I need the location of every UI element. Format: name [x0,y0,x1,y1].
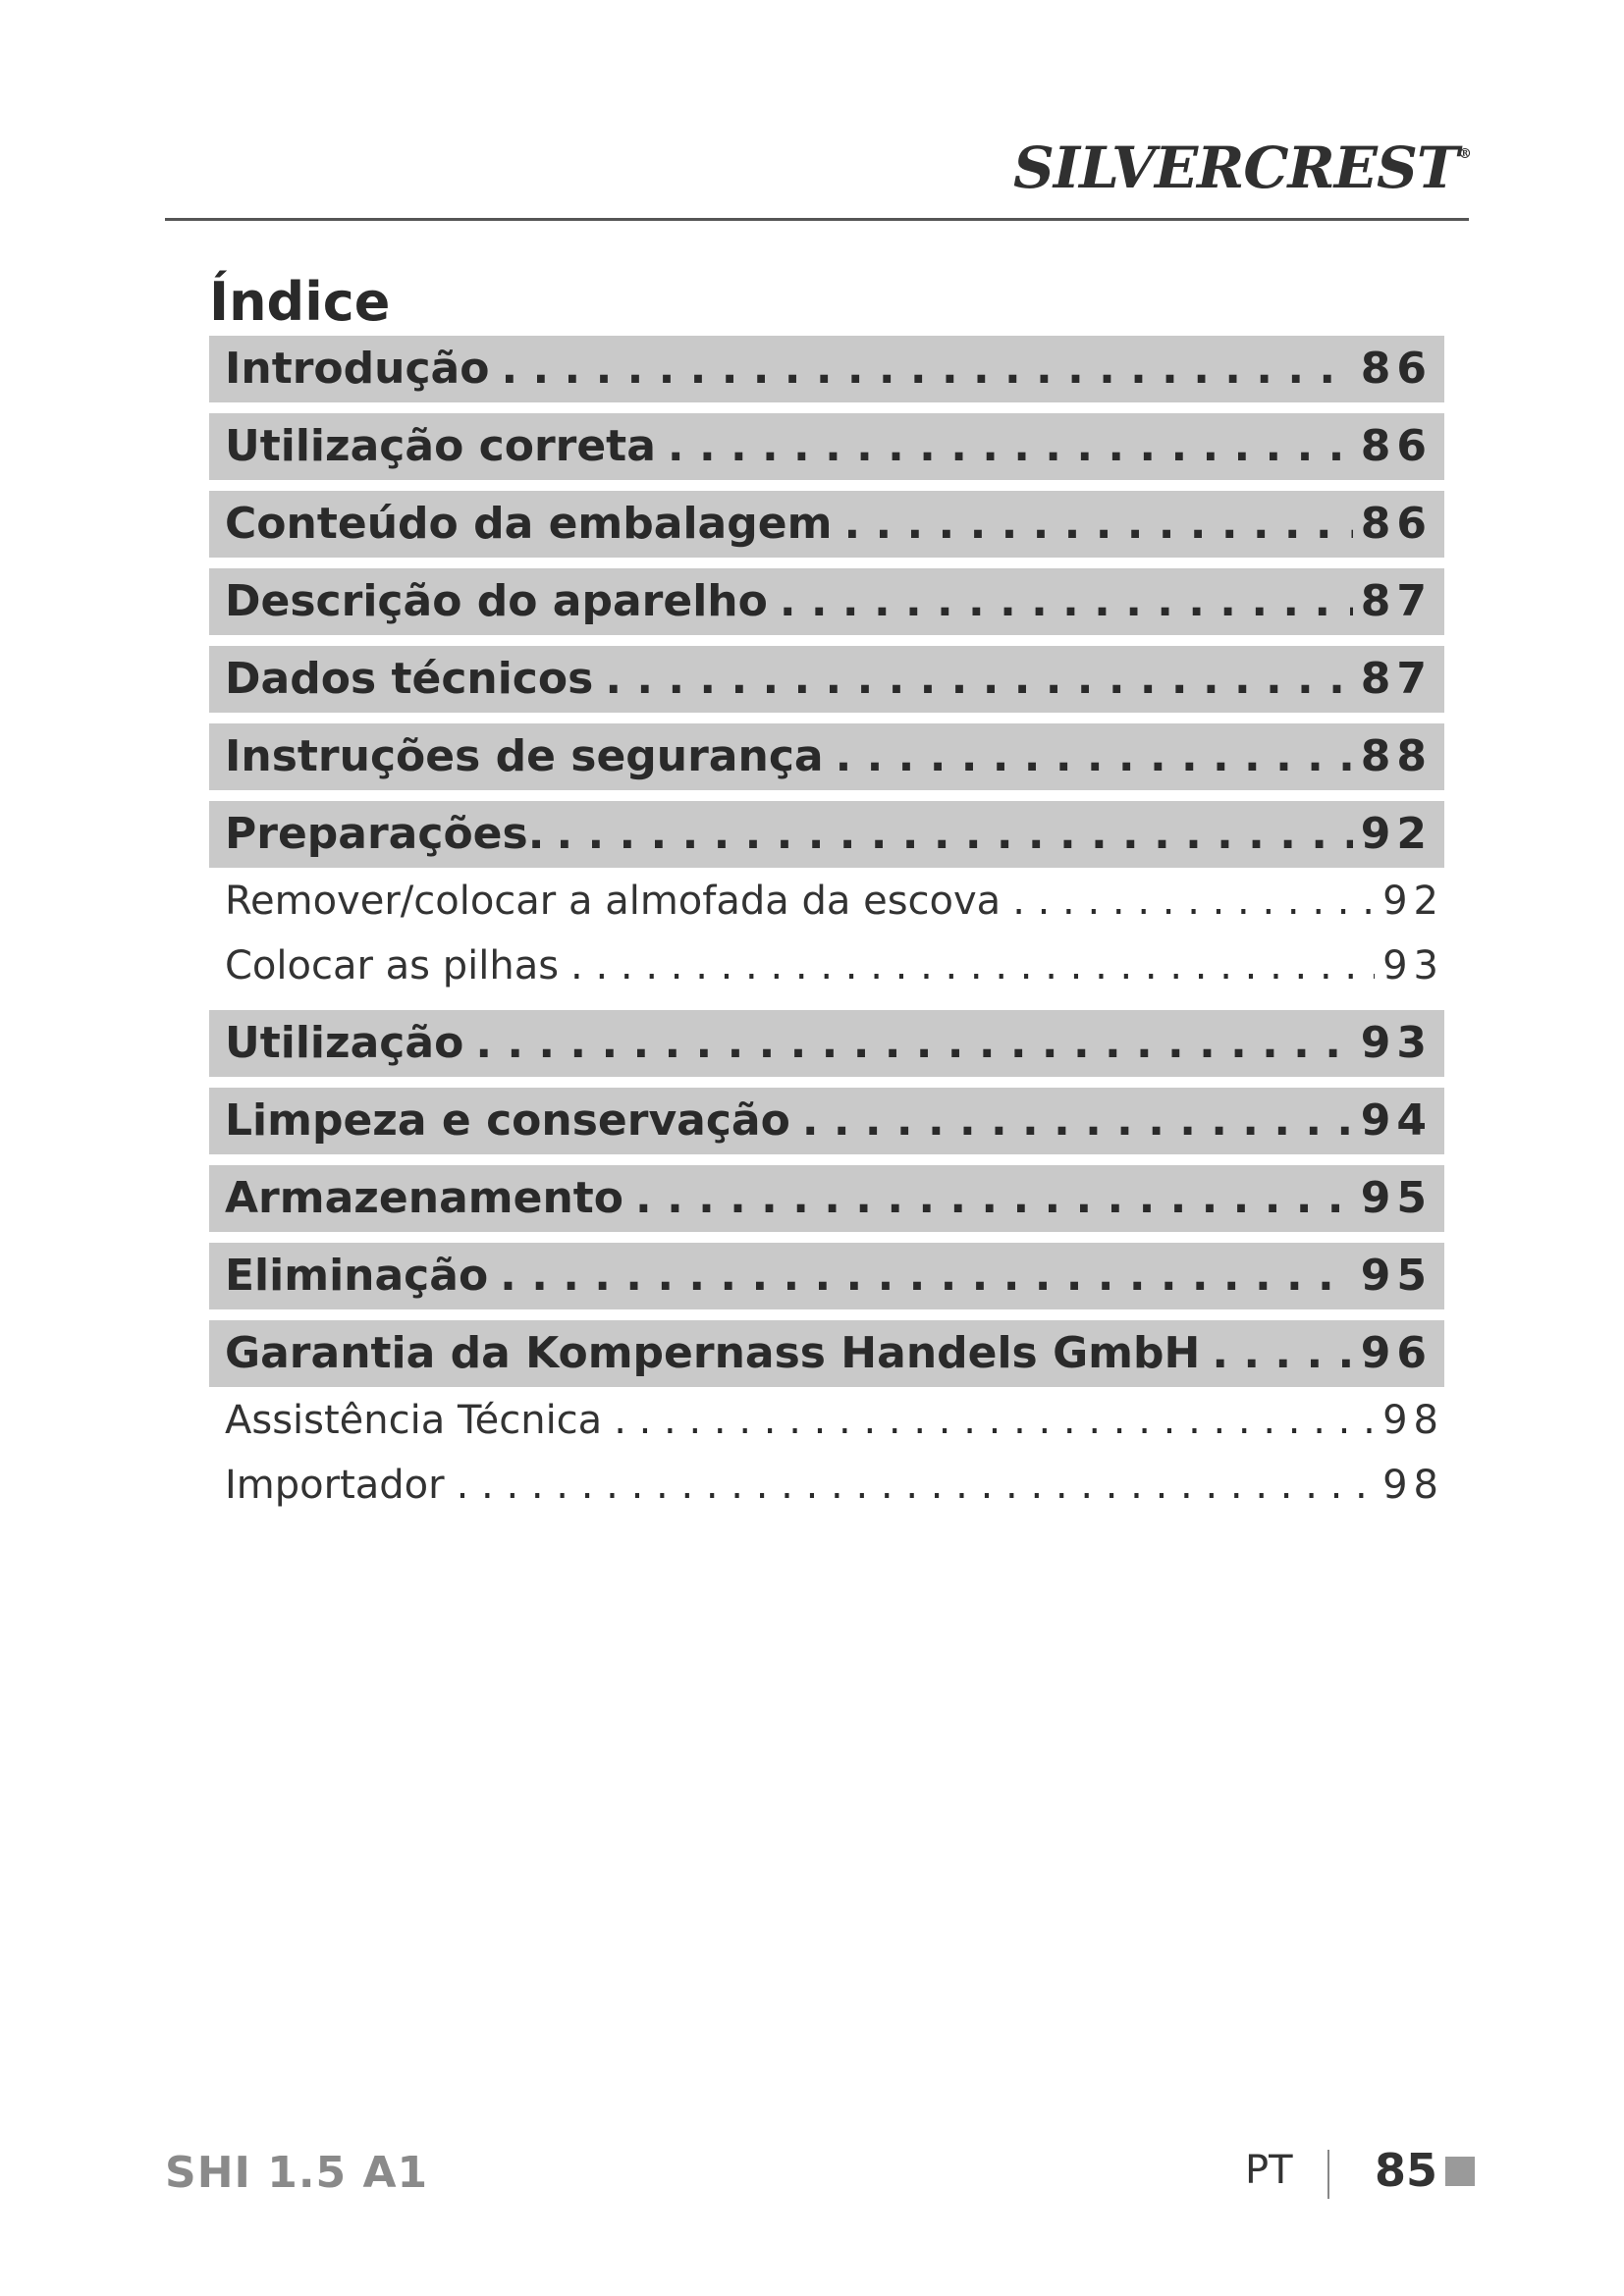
toc-entry-label: Utilização [225,1018,464,1068]
toc-subentry-page: 93 [1382,943,1444,988]
toc-entry[interactable] [209,723,1444,790]
toc-entry[interactable] [209,801,1444,868]
toc-entry-label: Armazenamento [225,1173,624,1223]
toc-entry[interactable] [209,491,1444,558]
toc-subentry[interactable] [209,869,1456,934]
dot-leader [1012,869,1375,934]
toc-subentry[interactable] [209,934,1456,998]
toc-entry-page: 86 [1360,344,1433,394]
toc-subentry-page: 98 [1382,1398,1444,1443]
toc-entry-page: 87 [1360,576,1433,626]
toc-entry-page: 86 [1360,499,1433,549]
toc-entry[interactable] [209,1165,1444,1232]
toc-entry-label: Instruções de segurança [225,731,824,781]
toc-entry-label: Limpeza e conservação [225,1095,790,1146]
toc-subentry-label: Importador [225,1463,445,1508]
toc-subentry-page: 92 [1382,879,1444,924]
toc-subentry-label: Remover/colocar a almofada da escova [225,879,1001,924]
page-number: 85 [1375,2144,1438,2197]
toc-entry-page: 94 [1360,1095,1433,1146]
table-of-contents [209,336,1444,1518]
dot-leader [501,336,1352,402]
toc-entry-label: Conteúdo da embalagem [225,499,833,549]
toc-subentry[interactable] [209,1453,1456,1518]
toc-entry[interactable] [209,646,1444,713]
toc-entry-label: Dados técnicos [225,654,594,704]
footer-divider [1327,2150,1329,2199]
toc-entry[interactable] [209,568,1444,635]
toc-entry[interactable] [209,1243,1444,1309]
toc-entry-page: 95 [1360,1173,1433,1223]
toc-entry[interactable] [209,1010,1444,1077]
dot-leader [1212,1320,1352,1387]
toc-entry-page: 88 [1360,731,1433,781]
dot-leader [457,1453,1376,1518]
toc-entry-page: 93 [1360,1018,1433,1068]
brand-name: SILVERCREST [1013,134,1458,201]
toc-entry[interactable] [209,1320,1444,1387]
toc-entry-label: Utilização correta [225,421,656,471]
toc-entry-label: Descrição do aparelho [225,576,768,626]
registered-mark: ® [1458,146,1471,162]
dot-leader [500,1243,1353,1309]
toc-entry-label: Eliminação [225,1251,489,1301]
toc-entry-page: 92 [1360,809,1433,859]
dot-leader [605,646,1352,713]
toc-entry-label: Preparações. [225,809,545,859]
toc-entry-page: 87 [1360,654,1433,704]
toc-subentry-page: 98 [1382,1463,1444,1508]
dot-leader [780,568,1353,635]
dot-leader [836,723,1353,790]
toc-entry[interactable] [209,1088,1444,1154]
model-number: SHI 1.5 A1 [165,2148,429,2198]
dot-leader [556,801,1352,868]
toc-entry-page: 95 [1360,1251,1433,1301]
toc-subentry[interactable] [209,1388,1456,1453]
page-title: Índice [209,271,391,334]
dot-leader [475,1010,1352,1077]
toc-subentry-label: Colocar as pilhas [225,943,560,988]
toc-entry-page: 86 [1360,421,1433,471]
dot-leader [668,413,1353,480]
dot-leader [570,934,1375,998]
toc-entry[interactable] [209,413,1444,480]
toc-entry-label: Introdução [225,344,490,394]
square-marker-icon [1445,2157,1475,2186]
toc-entry-label: Garantia da Kompernass Handels GmbH [225,1328,1201,1378]
toc-entry-page: 96 [1360,1328,1433,1378]
brand-logo [1013,134,1471,201]
dot-leader [843,491,1352,558]
toc-subentry-label: Assistência Técnica [225,1398,603,1443]
dot-leader [614,1388,1375,1453]
header-rule [165,218,1469,221]
dot-leader [802,1088,1353,1154]
dot-leader [635,1165,1353,1232]
toc-entry[interactable] [209,336,1444,402]
language-code: PT [1245,2148,1293,2193]
